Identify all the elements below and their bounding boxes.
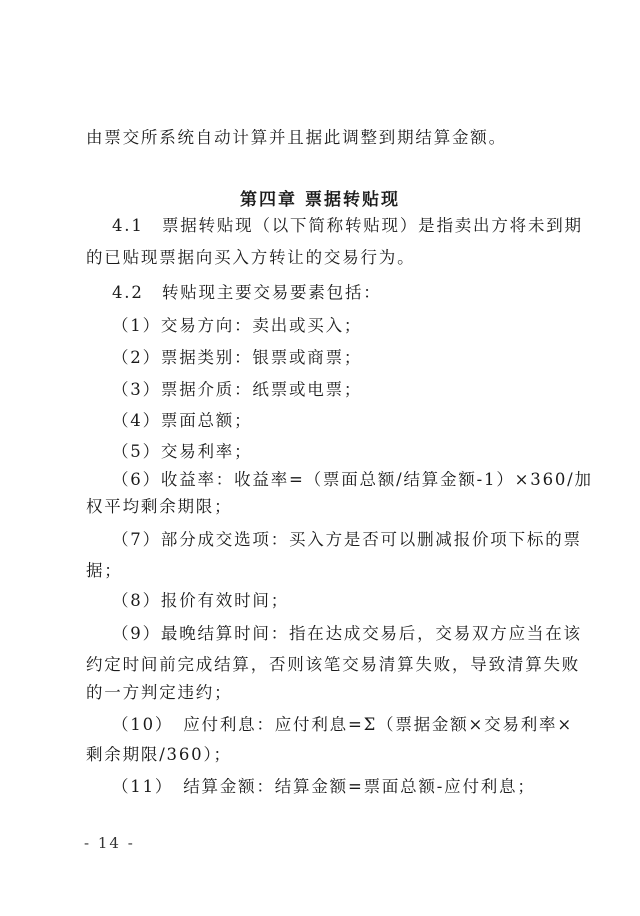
list-item: （11） 结算金额：结算金额=票面总额-应付利息； [112, 777, 536, 796]
list-item: （7）部分成交选项：买入方是否可以删减报价项下标的票 [112, 530, 582, 549]
page-number: - 14 - [84, 834, 135, 852]
chapter-title: 第四章 票据转贴现 [240, 190, 400, 210]
list-item-continuation: 据； [86, 561, 123, 580]
paragraph-line: 4.2 转贴现主要交易要素包括： [112, 283, 382, 302]
list-item-continuation: 剩余期限/360）； [86, 745, 232, 764]
list-item: （9）最晚结算时间：指在达成交易后，交易双方应当在该 [112, 624, 582, 643]
paragraph-line: 由票交所系统自动计算并且据此调整到期结算金额。 [86, 128, 507, 147]
list-item: （5）交易利率； [112, 442, 253, 461]
list-item: （6）收益率：收益率=（票面总额/结算金额-1）×360/加 [112, 470, 593, 489]
list-item-continuation: 的一方判定违约； [86, 683, 233, 702]
list-item-continuation: 权平均剩余期限； [86, 497, 233, 516]
paragraph-line: 的已贴现票据向买入方转让的交易行为。 [86, 248, 416, 267]
paragraph-line: 4.1 票据转贴现（以下简称转贴现）是指卖出方将未到期 [112, 216, 583, 235]
list-item: （4）票面总额； [112, 411, 253, 430]
list-item: （1）交易方向：卖出或买入； [112, 316, 363, 335]
list-item: （8）报价有效时间； [112, 591, 289, 610]
list-item: （2）票据类别：银票或商票； [112, 348, 363, 367]
list-item: （3）票据介质：纸票或电票； [112, 380, 363, 399]
list-item-continuation: 约定时间前完成结算，否则该笔交易清算失败，导致清算失败 [86, 655, 581, 674]
list-item: （10） 应付利息：应付利息=Σ（票据金额×交易利率× [112, 715, 573, 734]
